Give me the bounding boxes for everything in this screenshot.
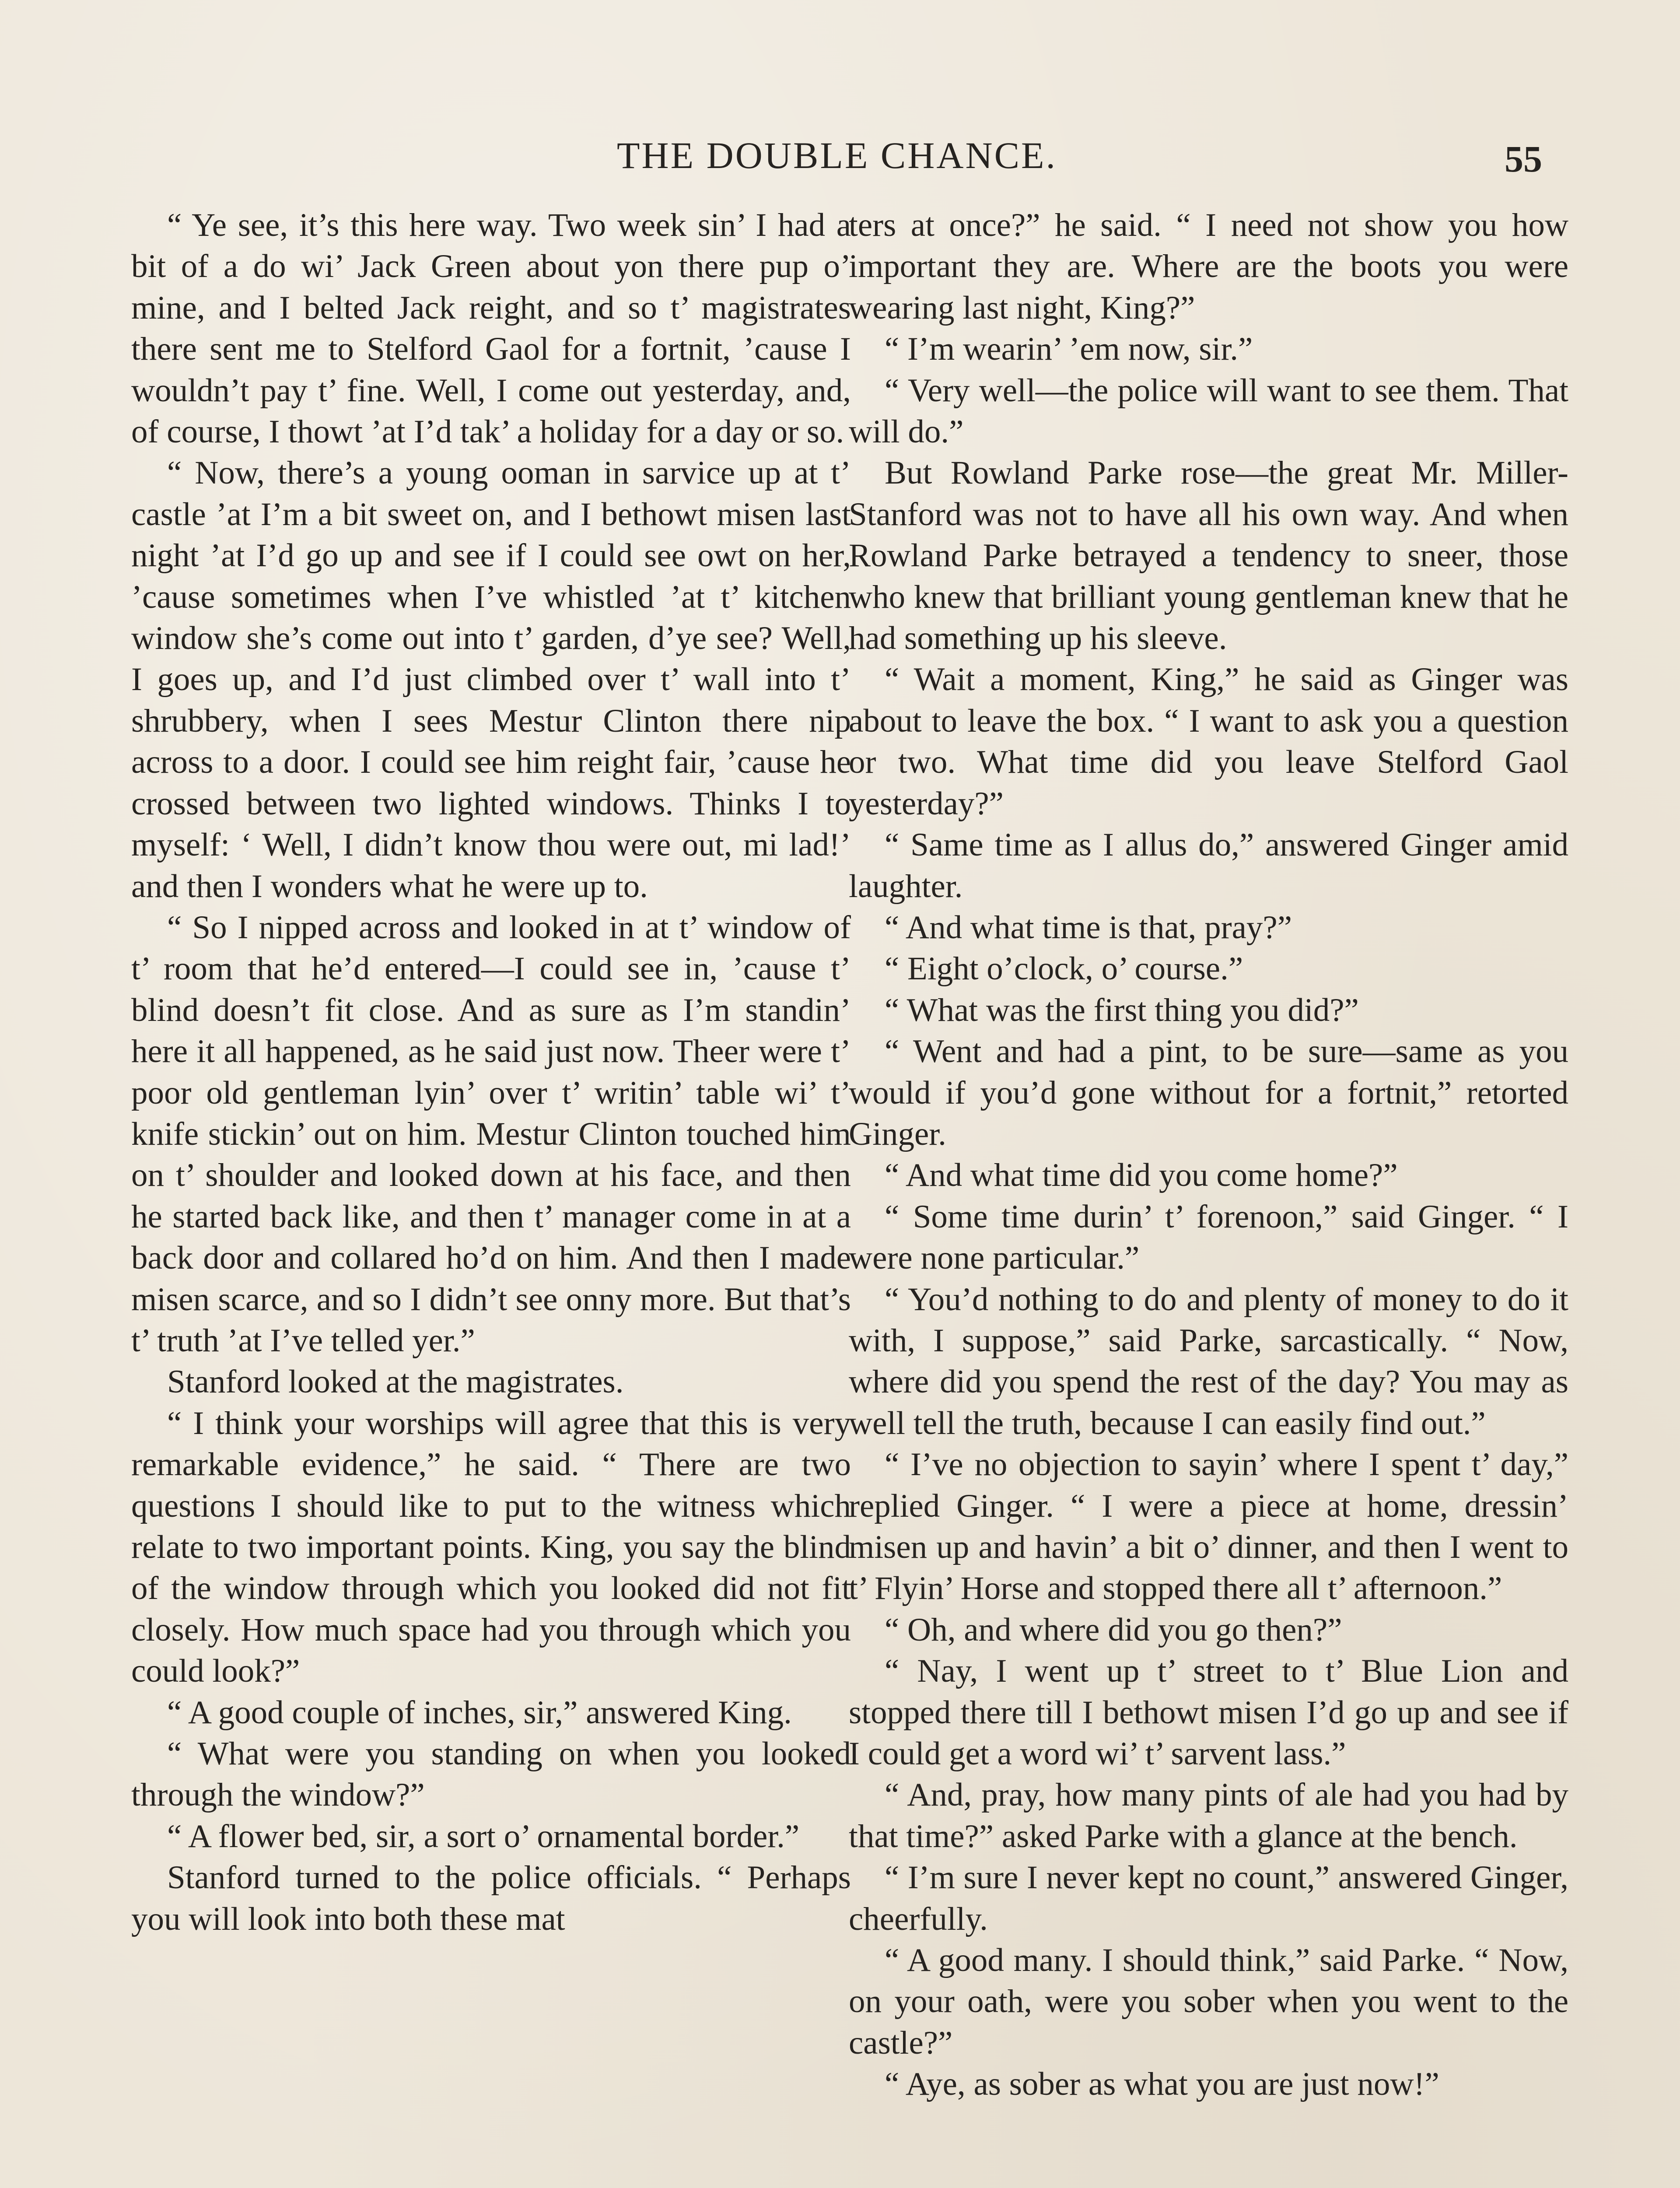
paragraph: “ A flower bed, sir, a sort o’ ornamental border.” (167, 1818, 800, 1855)
paragraph: “ What were you standing on when you looked through the window?” (131, 1736, 851, 1813)
paragraph: “ And, pray, how many pints of ale had you had by that time?” asked Parke with a glance at the bench. (849, 1777, 1568, 1855)
left-text-column (131, 205, 851, 1940)
paragraph: “ Some time durin’ t’ forenoon,” said Ginger. “ I were none particular.” (849, 1198, 1568, 1276)
paragraph: “ So I nipped across and looked in at t’ window of t’ room that he’d entered—I could see in, ’cause t’ blind doesn’t fit close. And as sure as I’m standin’ here it all happened, as he said just now. Theer were t’ poor old gentleman lyin’ over t’ writin’ table wi’ t’ knife stickin’ out on him. Mestur Clinton touched him on t’ shoulder and looked down at his face, and then he started back like, and then t’ manager come in at a back door and collared ho’d on him. And then I made misen scarce, and so I didn’t see onny more. But that’s t’ truth ’at I’ve telled yer.” (131, 909, 851, 1359)
paragraph: “ I think your worships will agree that this is very remarkable evidence,” he said. “ There are two questions I should like to put to the witness which relate to two important points. King, you say the blind of the window through which you looked did not fit closely. How much space had you through which you could look?” (131, 1405, 851, 1690)
running-title: THE DOUBLE CHANCE. (617, 134, 1057, 176)
paragraph: “ Wait a moment, King,” he said as Ginger was about to leave the box. “ I want to ask you a question or two. What time did you leave Stelford Gaol yesterday?” (849, 661, 1568, 822)
paragraph: “ What was the first thing you did?” (885, 992, 1359, 1028)
paragraph: “ Went and had a pint, to be sure—same as you would if you’d gone without for a fortnit,” retorted Ginger. (849, 1033, 1568, 1152)
paragraph: “ A good many. I should think,” said Parke. “ Now, on your oath, were you sober when you went to the castle?” (849, 1942, 1568, 2061)
paragraph: “ Same time as I allus do,” answered Ginger amid laughter. (849, 827, 1568, 905)
paragraph: “ And what time is that, pray?” (885, 909, 1292, 946)
paragraph: “ I’m wearin’ ’em now, sir.” (885, 331, 1253, 368)
right-text-column (849, 205, 1568, 2105)
page-number: 55 (1505, 138, 1542, 180)
paragraph: “ Now, there’s a young ooman in sarvice up at t’ castle ’at I’m a bit sweet on, and I bethowt misen last night ’at I’d go up and see if I could see owt on her, ’cause sometimes when I’ve whistled ’at t’ kitchen window she’s come out into t’ garden, d’ye see? Well, I goes up, and I’d just climbed over t’ wall into t’ shrubbery, when I sees Mestur Clinton there nip across to a door. I could see him reight fair, ’cause he crossed between two lighted windows. Thinks I to myself: ‘ Well, I didn’t know thou were out, mi lad!’ and then I wonders what he were up to. (131, 455, 851, 905)
paragraph: But Rowland Parke rose—the great Mr. Miller-Stanford was not to have all his own way. And when Rowland Parke betrayed a tendency to sneer, those who knew that brilliant young gentleman knew that he had something up his sleeve. (849, 455, 1568, 657)
running-head (0, 131, 1680, 179)
paragraph: “ A good couple of inches, sir,” answered King. (167, 1694, 792, 1731)
paragraph: “ Eight o’clock, o’ course.” (885, 950, 1243, 987)
paragraph: “ Aye, as sober as what you are just now!” (885, 2066, 1439, 2103)
paragraph: Stanford looked at the magistrates. (167, 1364, 624, 1400)
paragraph-continued: ters at once?” he said. “ I need not show you how important they are. Where are the boots you were wearing last night, King?” (849, 207, 1568, 326)
paragraph: “ Oh, and where did you go then?” (885, 1611, 1342, 1648)
paragraph: “ And what time did you come home?” (885, 1157, 1398, 1194)
paragraph: Stanford turned to the police officials. “ Perhaps you will look into both these mat (131, 1859, 851, 1937)
paragraph: “ Ye see, it’s this here way. Two week sin’ I had a bit of a do wi’ Jack Green about yon there pup o’ mine, and I belted Jack reight, and so t’ magistrates there sent me to Stelford Gaol for a fortnit, ’cause I wouldn’t pay t’ fine. Well, I come out yesterday, and, of course, I thowt ’at I’d tak’ a holiday for a day or so. (131, 207, 851, 450)
paragraph: “ I’m sure I never kept no count,” answered Ginger, cheerfully. (849, 1859, 1568, 1937)
paragraph: “ Very well—the police will want to see them. That will do.” (849, 372, 1568, 450)
paragraph: “ You’d nothing to do and plenty of money to do it with, I suppose,” said Parke, sarcastically. “ Now, where did you spend the rest of the day? You may as well tell the truth, because I can easily find out.” (849, 1281, 1568, 1441)
paragraph: “ Nay, I went up t’ street to t’ Blue Lion and stopped there till I bethowt misen I’d go up and see if I could get a word wi’ t’ sarvent lass.” (849, 1653, 1568, 1772)
paragraph: “ I’ve no objection to sayin’ where I spent t’ day,” replied Ginger. “ I were a piece at home, dressin’ misen up and havin’ a bit o’ dinner, and then I went to t’ Flyin’ Horse and stopped there all t’ afternoon.” (849, 1446, 1568, 1607)
